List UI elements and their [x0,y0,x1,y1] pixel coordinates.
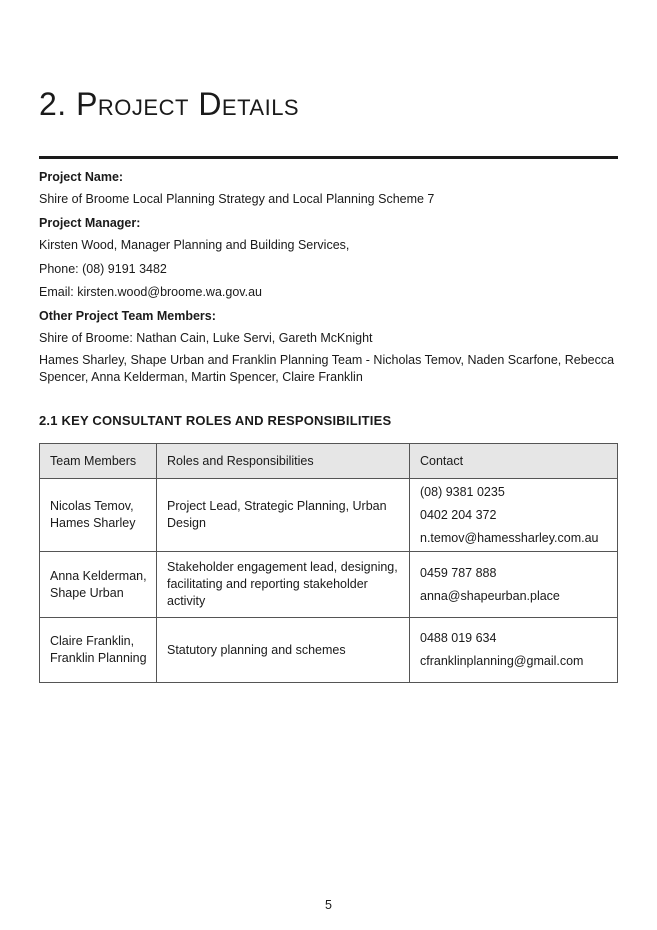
contact-phone: (08) 9381 0235 [420,484,505,499]
other-members-consultants: Hames Sharley, Shape Urban and Franklin Planning Team - Nicholas Temov, Naden Scarfone, Rebecca Spencer, Anna Kelderman, Martin Spencer, Claire Franklin [39,353,615,384]
section-title: 2.1 KEY CONSULTANT ROLES AND RESPONSIBILITIES [39,413,392,428]
roles-table [39,443,618,683]
member-cell: Nicolas Temov, Hames Sharley [40,479,157,552]
header-roles: Roles and Responsibilities [157,444,410,479]
project-manager-phone: Phone: (08) 9191 3482 [39,262,167,276]
header-team-members: Team Members [40,444,157,479]
member-cell: Anna Kelderman, Shape Urban [40,552,157,618]
contact-mobile: 0402 204 372 [420,507,497,522]
project-name-label: Project Name: [39,170,124,184]
other-members-label: Other Project Team Members: [39,309,216,323]
other-members-shire: Shire of Broome: Nathan Cain, Luke Servi, Gareth McKnight [39,331,373,345]
page-number: 5 [325,898,332,912]
member-cell: Claire Franklin, Franklin Planning [40,618,157,683]
heading-divider [39,156,618,159]
contact-cell [410,552,618,618]
project-manager-name: Kirsten Wood, Manager Planning and Building Services, [39,238,350,252]
role-cell: Statutory planning and schemes [157,618,410,683]
page-heading: 2. Project Details [39,86,300,122]
table-row [40,618,618,683]
project-manager-label: Project Manager: [39,216,141,230]
contact-mobile: 0459 787 888 [420,565,497,580]
header-contact: Contact [410,444,618,479]
table-row [40,479,618,552]
contact-email: cfranklinplanning@gmail.com [420,654,584,668]
contact-mobile: 0488 019 634 [420,631,497,645]
contact-email: n.temov@hamessharley.com.au [420,530,599,545]
role-cell: Project Lead, Strategic Planning, Urban Design [157,479,410,552]
role-cell: Stakeholder engagement lead, designing, facilitating and reporting stakeholder activity [157,552,410,618]
table-header-row [40,444,618,479]
table-row [40,552,618,618]
contact-cell [410,479,618,552]
project-manager-email: Email: kirsten.wood@broome.wa.gov.au [39,285,262,299]
project-name-value: Shire of Broome Local Planning Strategy and Local Planning Scheme 7 [39,192,435,206]
contact-cell [410,618,618,683]
contact-email: anna@shapeurban.place [420,588,560,603]
